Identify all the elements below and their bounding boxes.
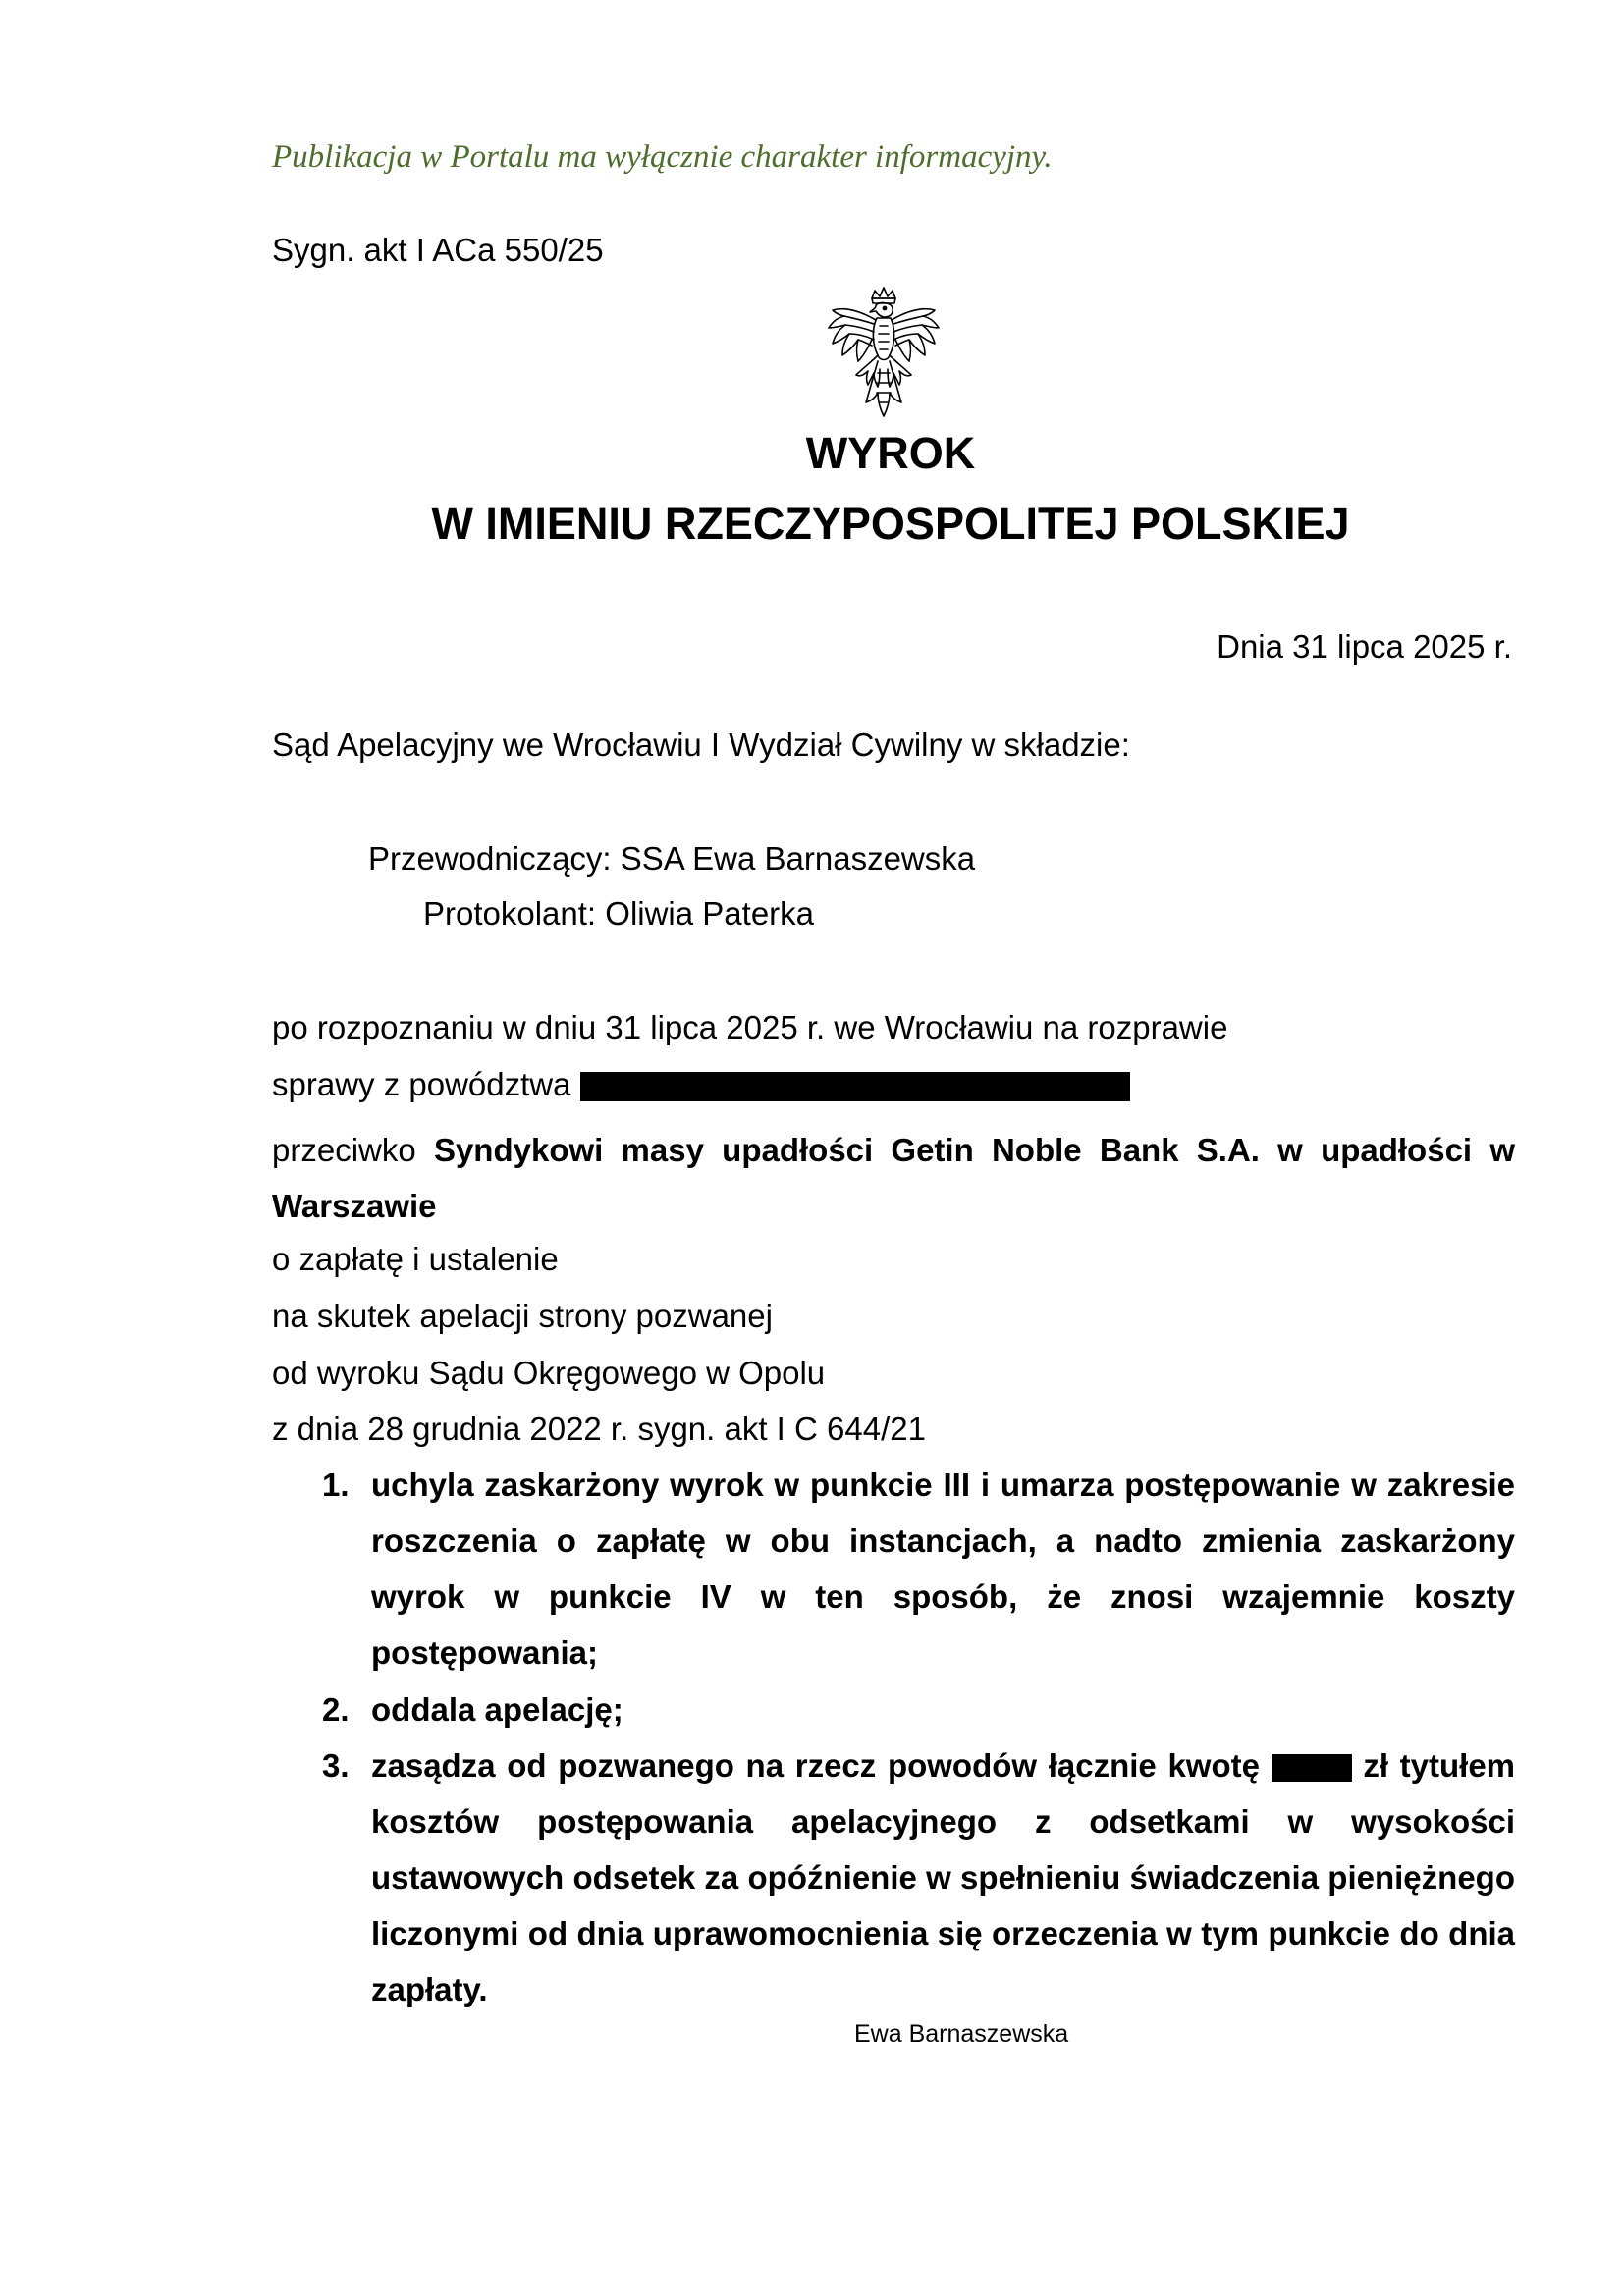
defendant-paragraph xyxy=(272,1122,1515,1234)
ruling-text: oddala apelację; xyxy=(371,1691,623,1728)
hearing-line: po rozpoznaniu w dniu 31 lipca 2025 r. we Wrocławiu na rozprawie xyxy=(272,1009,1228,1045)
claim-subject: o zapłatę i ustalenie xyxy=(272,1241,559,1277)
judgment-title: WYROK xyxy=(805,428,976,478)
presiding-judge: Przewodniczący: SSA Ewa Barnaszewska xyxy=(368,840,976,877)
ruling-item-1 xyxy=(322,1457,1515,1681)
ruling-number: 3. xyxy=(322,1747,350,1784)
ruling-text xyxy=(371,1737,1515,2017)
case-number: Sygn. akt I ACa 550/25 xyxy=(272,232,604,268)
lower-judgment-date: z dnia 28 grudnia 2022 r. sygn. akt I C 644/21 xyxy=(272,1411,926,1447)
polish-eagle-emblem-icon xyxy=(823,285,945,422)
judge-signature: Ewa Barnaszewska xyxy=(854,2020,1069,2048)
against-prefix: przeciwko xyxy=(272,1132,434,1168)
court-clerk: Protokolant: Oliwia Paterka xyxy=(423,895,815,932)
claimant-line xyxy=(272,1066,1130,1103)
lower-court-line: od wyroku Sądu Okręgowego w Opolu xyxy=(272,1355,826,1391)
ruling-text: uchyla zaskarżony wyrok w punkcie III i umarza postępowanie w zakresie roszczenia o zapłatę w obu instancjach, a nadto zmienia zaskarżony wyrok w punkcie IV w ten sposób, że znosi wzajemnie koszty postępowania; xyxy=(371,1467,1515,1671)
amount-redaction xyxy=(1272,1754,1352,1782)
portal-disclaimer: Publikacja w Portalu ma wyłącznie charakter informacyjny. xyxy=(272,139,1053,175)
ruling-text-before: zasądza od pozwanego na rzecz powodów łącznie kwotę xyxy=(371,1747,1272,1784)
claimant-prefix: sprawy z powództwa xyxy=(272,1066,580,1102)
court-name: Sąd Apelacyjny we Wrocławiu I Wydział Cywilny w składzie: xyxy=(272,726,1130,763)
defendant-name: Syndykowi masy upadłości Getin Noble Bank S.A. w upadłości w Warszawie xyxy=(272,1132,1515,1224)
ruling-number: 2. xyxy=(322,1691,350,1728)
judgment-subtitle: W IMIENIU RZECZYPOSPOLITEJ POLSKIEJ xyxy=(431,499,1350,549)
judgment-date: Dnia 31 lipca 2025 r. xyxy=(1217,628,1512,665)
ruling-item-3 xyxy=(322,1737,1515,2017)
appeal-line: na skutek apelacji strony pozwanej xyxy=(272,1298,773,1334)
ruling-number: 1. xyxy=(322,1467,350,1503)
claimant-redaction xyxy=(580,1072,1130,1101)
ruling-text-after: zł tytułem kosztów postępowania apelacyjnego z odsetkami w wysokości ustawowych odsetek za opóźnienie w spełnieniu świadczenia pieniężnego liczonymi od dnia uprawomocnienia się orzeczenia w tym punkcie do dnia zapłaty. xyxy=(371,1747,1516,2007)
ruling-item-2 xyxy=(322,1682,1515,1737)
